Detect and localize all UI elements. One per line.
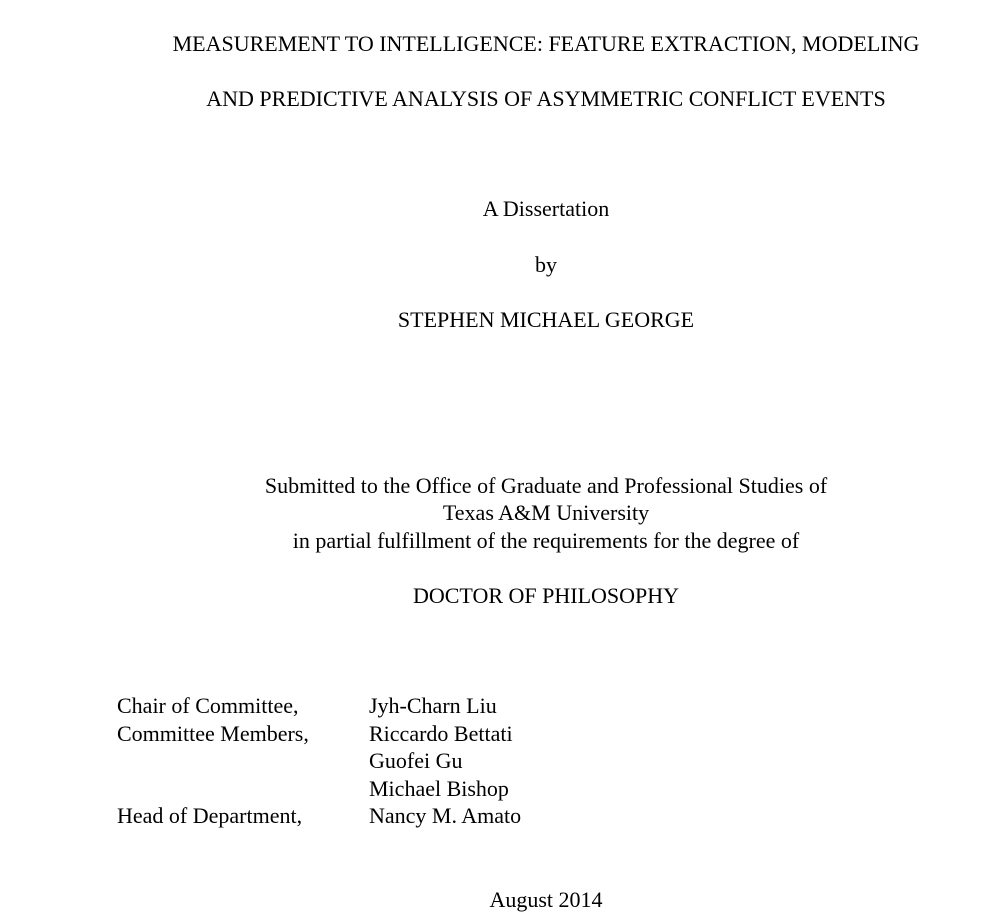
degree-name: DOCTOR OF PHILOSOPHY — [412, 583, 680, 608]
committee-role: Committee Members, — [117, 720, 309, 746]
submission-line-2: Texas A&M University — [442, 500, 650, 525]
submission-date: August 2014 — [489, 887, 603, 912]
committee-name: Nancy M. Amato — [369, 803, 522, 828]
committee-role: Head of Department, — [117, 803, 303, 828]
committee-name: Jyh-Charn Liu — [369, 693, 497, 718]
by-label: by — [535, 252, 557, 277]
title-line-2: AND PREDICTIVE ANALYSIS OF ASYMMETRIC CONFLICT EVENTS — [206, 86, 886, 111]
author-name: STEPHEN MICHAEL GEORGE — [397, 307, 695, 332]
title-line-1: MEASUREMENT TO INTELLIGENCE: FEATURE EXTRACTION, MODELING — [172, 31, 920, 56]
document-type: A Dissertation — [482, 196, 610, 221]
committee-name: Guofei Gu — [369, 748, 463, 773]
committee-name: Michael Bishop — [369, 775, 509, 801]
submission-line-1: Submitted to the Office of Graduate and Professional Studies of — [264, 473, 828, 498]
committee-name: Riccardo Bettati — [369, 720, 513, 746]
committee-role: Chair of Committee, — [117, 693, 299, 718]
submission-line-3: in partial fulfillment of the requirements for the degree of — [292, 528, 800, 553]
